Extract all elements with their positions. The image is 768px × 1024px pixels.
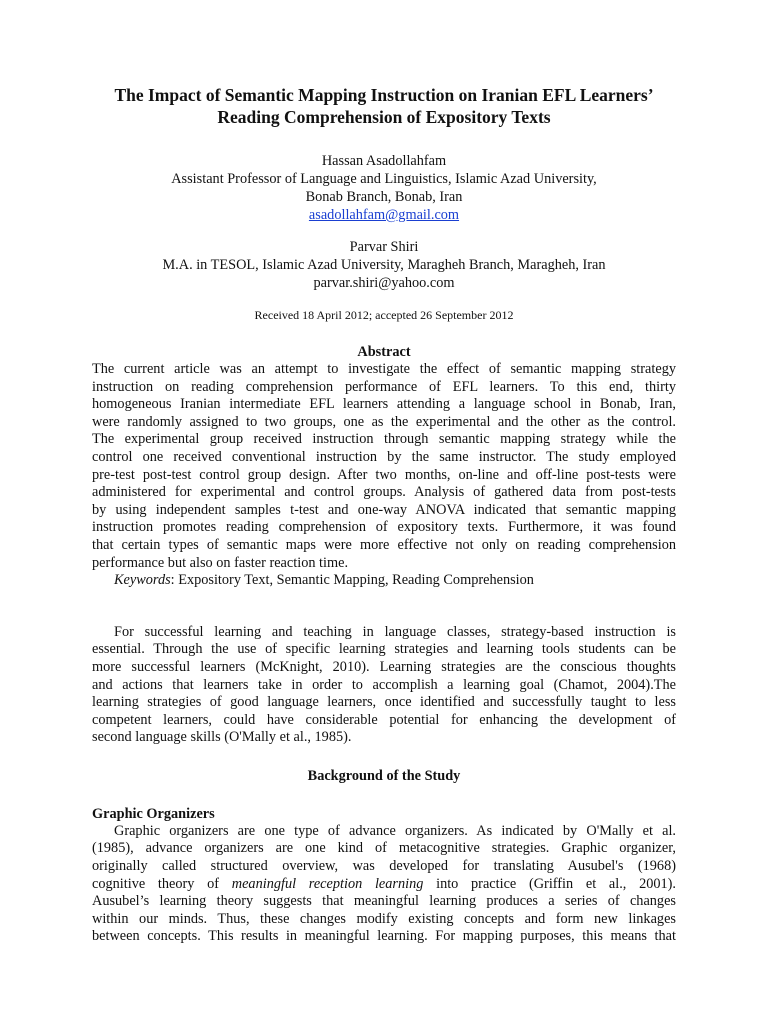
- intro-line: essential. Through the use of specific learning strategies and learning tools students can be: [92, 641, 676, 658]
- abstract-line: instruction promotes reading comprehension of expository texts. Furthermore, it was found: [92, 519, 676, 536]
- intro-line: learning strategies of good language learners, once identified and successfully taught to less: [92, 694, 676, 711]
- author-block-2: [92, 238, 676, 292]
- author-block-1: [92, 152, 676, 224]
- abstract-text: [92, 361, 676, 590]
- title-line-2: Reading Comprehension of Expository Texts: [217, 107, 551, 127]
- body-line: between concepts. This results in meaningful learning. For mapping purposes, this means that: [92, 928, 676, 945]
- body-line: originally called structured overview, was developed for translating Ausubel's (1968): [92, 858, 676, 875]
- abstract-line: were randomly assigned to two groups, one as the experimental and the other as the control.: [92, 413, 676, 430]
- graphic-organizers-paragraph: [92, 823, 676, 946]
- body-line: within our minds. Thus, these changes modify existing concepts and form new linkages: [92, 910, 676, 927]
- body-line: [92, 876, 676, 894]
- author-affiliation: Assistant Professor of Language and Linguistics, Islamic Azad University,: [171, 171, 597, 187]
- graphic-organizers-heading: Graphic Organizers: [92, 805, 215, 822]
- intro-line: competent learners, could have considerable potential for enhancing the development of: [92, 711, 676, 728]
- keywords-line: [92, 572, 676, 590]
- author-email-link[interactable]: asadollahfam@gmail.com: [308, 207, 460, 223]
- author-email: parvar.shiri@yahoo.com: [313, 275, 455, 291]
- emphasized-term: meaningful reception learning: [231, 875, 424, 892]
- abstract-line: control one received conventional instruction by the same instructor. The study employed: [92, 448, 676, 465]
- abstract-line: pre-test post-test control group design. After two months, on-line and off-line post-tests were: [92, 466, 676, 483]
- body-line: Graphic organizers are one type of advance organizers. As indicated by O'Mally et al.: [114, 822, 676, 839]
- abstract-line: performance but also on faster reaction time.: [92, 554, 349, 571]
- abstract-line: homogeneous Iranian intermediate EFL learners attending a language school in Bonab, Iran,: [92, 396, 676, 413]
- abstract-line: instruction on reading comprehension performance of EFL learners. To this end, thirty: [92, 378, 676, 395]
- body-text: into practice (Griffin et al., 2001).: [423, 875, 676, 892]
- background-heading: Background of the Study: [307, 767, 461, 784]
- keywords-list: : Expository Text, Semantic Mapping, Reading Comprehension: [170, 572, 534, 589]
- intro-line: For successful learning and teaching in language classes, strategy-based instruction is: [114, 623, 676, 640]
- author-name: Hassan Asadollahfam: [321, 153, 447, 169]
- abstract-line: that certain types of semantic maps were more effective not only on reading comprehension: [92, 536, 676, 553]
- abstract-line: The current article was an attempt to investigate the effect of semantic mapping strategy: [92, 361, 676, 377]
- abstract-line: by using independent samples t-test and one-way ANOVA indicated that semantic mapping: [92, 501, 676, 518]
- intro-paragraph: [92, 624, 676, 747]
- intro-line: second language skills (O'Mally et al., 1985).: [92, 729, 352, 746]
- paper-page: [92, 84, 676, 946]
- intro-line: and actions that learners take in order to accomplish a learning goal (Chamot, 2004).The: [92, 676, 676, 693]
- body-line: (1985), advance organizers are one kind of metacognitive strategies. Graphic organizer,: [92, 840, 676, 857]
- abstract-heading: Abstract: [357, 344, 411, 360]
- body-text: cognitive theory of: [92, 875, 232, 892]
- title-line-1: The Impact of Semantic Mapping Instruction on Iranian EFL Learners’: [114, 85, 654, 105]
- received-dates: Received 18 April 2012; accepted 26 September 2012: [254, 308, 514, 322]
- intro-line: more successful learners (McKnight, 2010). Learning strategies are the conscious thoughts: [92, 658, 676, 675]
- author-name: Parvar Shiri: [349, 239, 419, 255]
- abstract-line: administered for experimental and control groups. Analysis of gathered data from post-tests: [92, 484, 676, 501]
- keywords-label: Keywords: [114, 572, 171, 589]
- body-line: Ausubel’s learning theory suggests that meaningful learning produces a series of changes: [92, 893, 676, 910]
- author-affiliation: M.A. in TESOL, Islamic Azad University, Maragheh Branch, Maragheh, Iran: [162, 257, 606, 273]
- paper-title: [92, 84, 676, 128]
- author-affiliation: Bonab Branch, Bonab, Iran: [305, 189, 463, 205]
- abstract-line: The experimental group received instruction through semantic mapping strategy while the: [92, 431, 676, 448]
